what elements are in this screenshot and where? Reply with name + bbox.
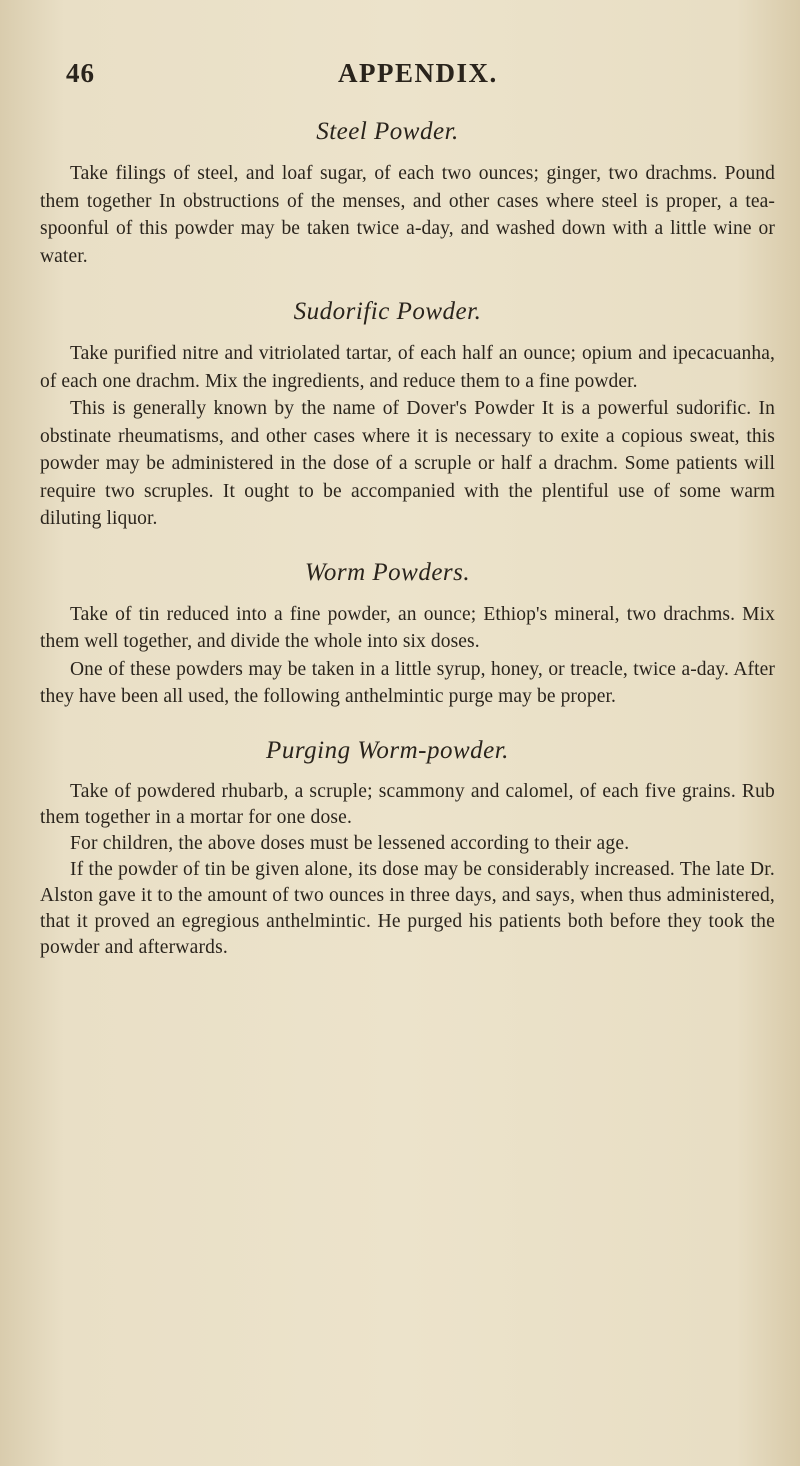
paragraph: For children, the above doses must be lessened according to their age. xyxy=(70,832,630,854)
section-steel-powder xyxy=(40,118,775,270)
running-head xyxy=(66,58,756,98)
section-title: Worm Powders. xyxy=(304,558,471,586)
section-title: Purging Worm-powder. xyxy=(266,736,509,764)
paragraph: One of these powders may be taken in a little syrup, honey, or treacle, twice a-day. After they have been all used, the following anthelmintic purge may be proper. xyxy=(40,658,775,707)
paragraph: This is generally known by the name of Dover's Powder It is a powerful sudorific. In obstinate rheumatisms, and other cases where it is necessary to exite a copious sweat, this powder may be administered in the dose of a scruple or half a drachm. Some patients will require two scruples. It ought to be accompanied with the plentiful use of some warm diluting liquor. xyxy=(40,398,775,529)
paragraph: Take purified nitre and vitriolated tartar, of each half an ounce; opium and ipecacuanha, of each one drachm. Mix the ingredients, and reduce them to a fine powder. xyxy=(40,343,775,392)
paragraph: Take of powdered rhubarb, a scruple; scammony and calomel, of each five grains. Rub them together in a mortar for one dose. xyxy=(40,780,775,828)
section-title: Steel Powder. xyxy=(316,118,459,145)
section-worm-powders xyxy=(40,559,775,711)
page-body xyxy=(40,118,775,987)
page-number: 46 xyxy=(66,58,95,88)
section-title: Sudorific Powder. xyxy=(293,298,482,325)
section-purging-worm-powder xyxy=(40,737,775,961)
section-sudorific-powder xyxy=(40,298,775,533)
running-title: APPENDIX. xyxy=(338,58,498,88)
paragraph: Take of tin reduced into a fine powder, an ounce; Ethiop's mineral, two drachms. Mix them well together, and divide the whole into six doses. xyxy=(40,603,775,652)
paragraph: Take filings of steel, and loaf sugar, of each two ounces; ginger, two drachms. Pound them together In obstructions of the menses, and other cases where steel is proper, a tea-spoonful of this powder may be taken twice a-day, and washed down with a little wine or water. xyxy=(40,163,775,267)
paragraph: If the powder of tin be given alone, its dose may be considerably increased. The late Dr. Alston gave it to the amount of two ounces in three days, and says, when thus administered, that it proved an egregious anthelmintic. He purged his patients both before they took the powder and afterwards. xyxy=(40,858,775,958)
